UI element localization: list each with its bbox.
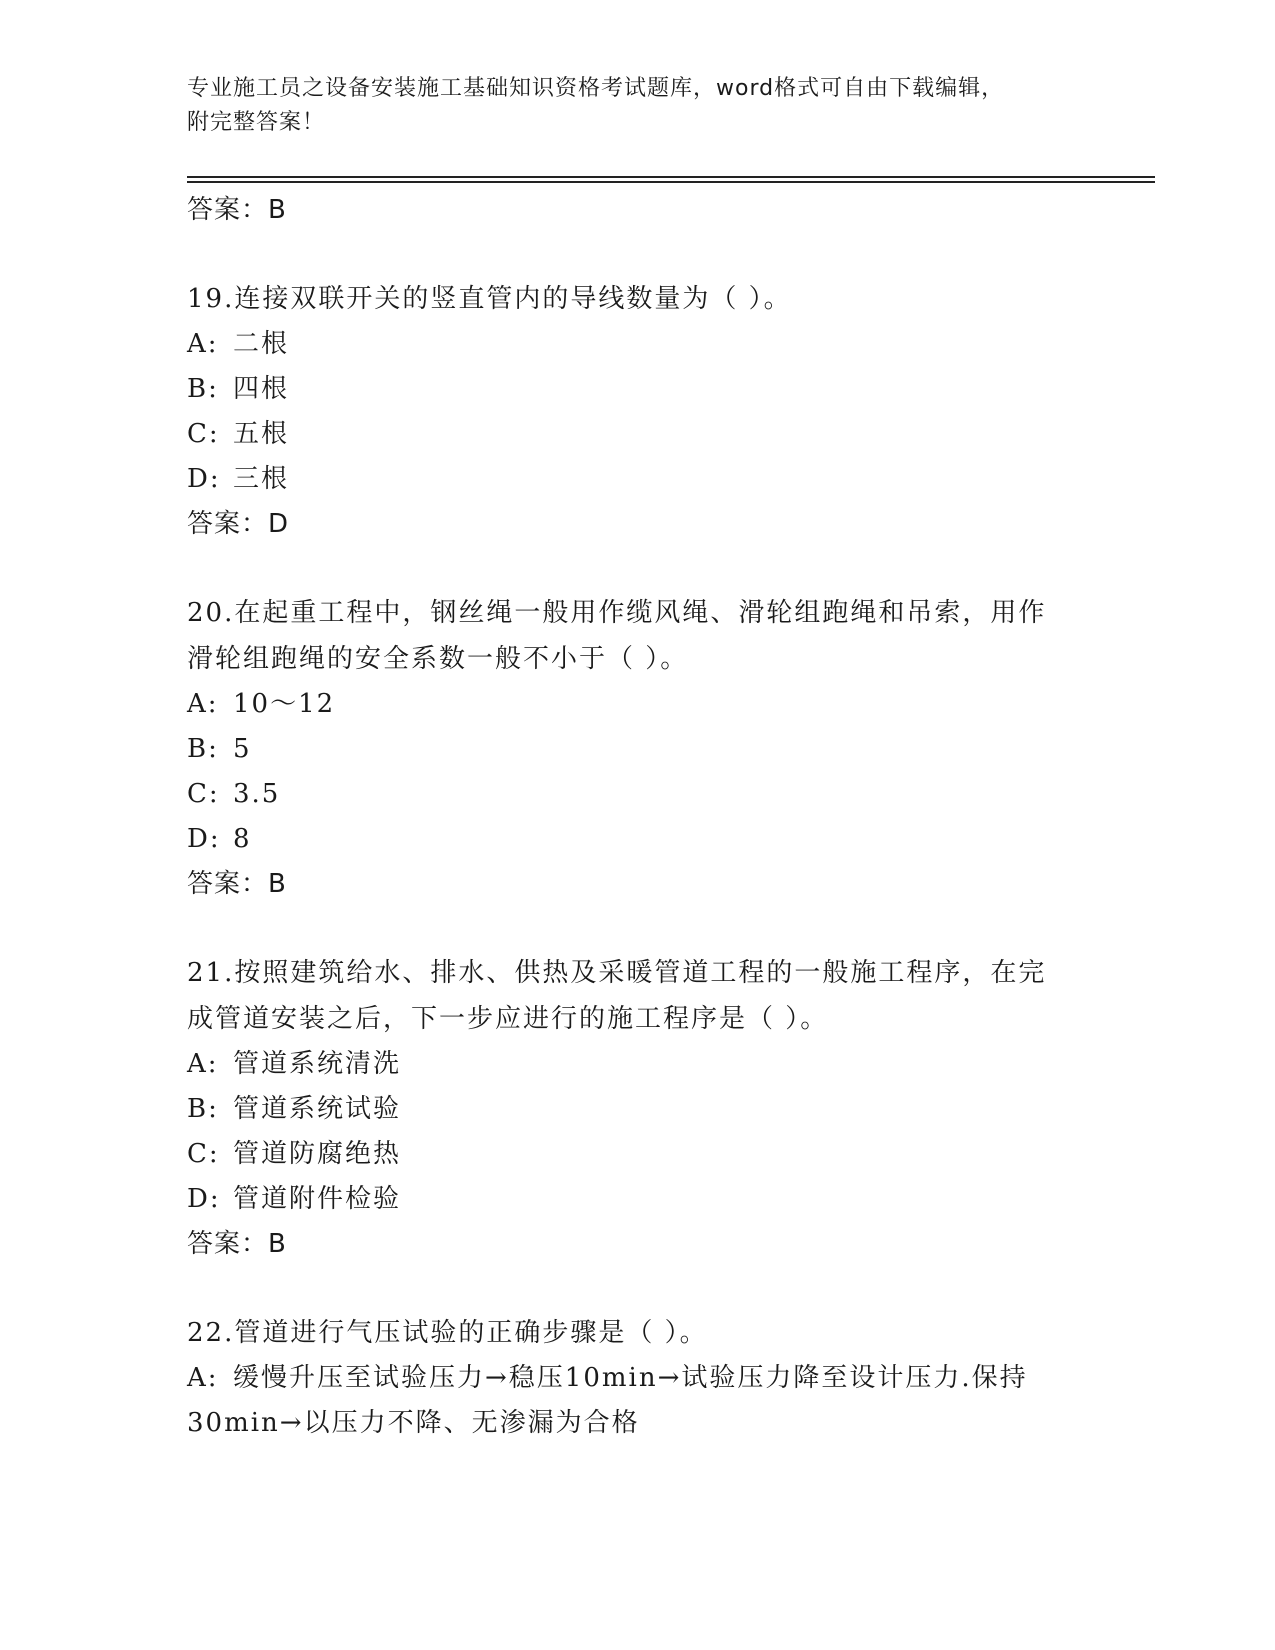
option-b: B: 四根 <box>187 374 290 404</box>
question-stem-line-1: 21.按照建筑给水、排水、供热及采暖管道工程的一般施工程序，在完 <box>187 958 1047 988</box>
option-b: B: 管道系统试验 <box>187 1094 402 1124</box>
question-stem-line-2: 滑轮组跑绳的安全系数一般不小于（ ）。 <box>187 644 689 674</box>
question-stem: 19.连接双联开关的竖直管内的导线数量为（ ）。 <box>187 284 792 314</box>
option-a: A: 10～12 <box>187 689 336 719</box>
option-d: D: 8 <box>187 824 252 854</box>
option-a-continued: 30min→以压力不降、无渗漏为合格 <box>187 1408 640 1438</box>
answer-line: 答案：D <box>187 509 290 539</box>
question-stem-line-1: 20.在起重工程中，钢丝绳一般用作缆风绳、滑轮组跑绳和吊索，用作 <box>187 598 1047 628</box>
option-c: C: 管道防腐绝热 <box>187 1139 402 1169</box>
answer-line: 答案：B <box>187 1229 287 1259</box>
question-stem: 22.管道进行气压试验的正确步骤是（ ）。 <box>187 1318 708 1348</box>
option-a: A: 二根 <box>187 329 290 359</box>
question-20 <box>187 590 1087 906</box>
header-rule-bottom <box>187 181 1155 183</box>
question-list <box>187 188 1087 1446</box>
header-line-2: 附完整答案！ <box>187 110 326 135</box>
answer-line-18: 答案：B <box>187 195 287 225</box>
option-d: D: 三根 <box>187 464 290 494</box>
option-b: B: 5 <box>187 734 252 764</box>
question-21 <box>187 950 1087 1266</box>
header-line-1: 专业施工员之设备安装施工基础知识资格考试题库，word格式可自由下载编辑， <box>187 76 1005 101</box>
question-stem-line-2: 成管道安装之后，下一步应进行的施工程序是（ ）。 <box>187 1004 829 1034</box>
option-c: C: 五根 <box>187 419 290 449</box>
option-d: D: 管道附件检验 <box>187 1184 402 1214</box>
option-a: A: 管道系统清洗 <box>187 1049 402 1079</box>
header-rule-top <box>187 176 1155 178</box>
document-header <box>187 72 1067 140</box>
question-19 <box>187 276 1087 546</box>
option-c: C: 3.5 <box>187 779 281 809</box>
question-22 <box>187 1310 1087 1446</box>
option-a: A: 缓慢升压至试验压力→稳压10min→试验压力降至设计压力.保持 <box>187 1363 1028 1393</box>
answer-line: 答案：B <box>187 869 287 899</box>
